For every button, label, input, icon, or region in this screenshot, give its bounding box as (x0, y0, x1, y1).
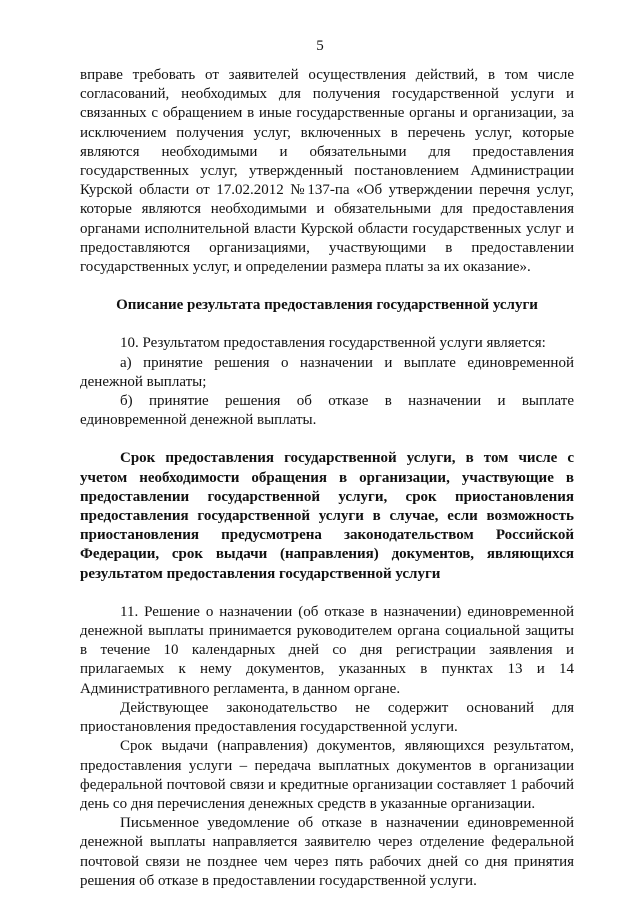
paragraph-item-10: 10. Результатом предоставления государственной услуги является: (120, 335, 546, 352)
paragraph-item-10a: а) принятие решения о назначении и выплате единовременной денежной выплаты; (80, 354, 574, 390)
paragraph-continuation: вправе требовать от заявителей осуществления действий, в том числе согласований, необходимых для получения государственной услуги и связанных с обращением в иные государственные органы и организации, за исключением получения услуг, включенных в перечень услуг, которые являются необходимыми и обязательными для предоставления государственных услуг, утвержденный постановлением Администрации Курской области от 17.02.2012 №137-па «Об утверждении перечня услуг, которые являются необходимыми и обязательными для предоставления органами исполнительной власти Курской области государственных услуг и предоставляются организациями, участвующими в предоставлении государственных услуг, и определении размера платы за их оказание». (80, 67, 574, 276)
section-heading-term: Срок предоставления государственной услуги, в том числе с учетом необходимости обращения в организации, участвующие в предоставлении государственной услуги, срок приостановления предоставления государственной услуги в случае, если возможность приостановления предусмотрена законодательством Российской Федерации, срок выдачи (направления) документов, являющихся результатом предоставления государственной услуги (80, 450, 574, 582)
paragraph-item-10b: б) принятие решения об отказе в назначении и выплате единовременной денежной выплаты. (80, 393, 574, 429)
paragraph-item-11: 11. Решение о назначении (об отказе в назначении) единовременной денежной выплаты принимается руководителем органа социальной защиты в течение 10 календарных дней со дня регистрации заявления и прилагаемых к нему документов, указанных в пунктах 13 и 14 Административного регламента, в данном органе. (80, 603, 574, 697)
paragraph-refusal-notice: Письменное уведомление об отказе в назначении единовременной денежной выплаты направляется заявителю через отделение федеральной почтовой связи не позднее чем через пять рабочих дней со дня принятия решения об отказе в предоставлении государственной услуги. (80, 815, 574, 889)
page-number: 5 (316, 38, 324, 54)
section-heading-result: Описание результата предоставления государственной услуги (116, 297, 538, 314)
document-body (80, 66, 574, 891)
paragraph-no-suspension: Действующее законодательство не содержит оснований для приостановления предоставления государственной услуги. (80, 699, 574, 736)
paragraph-issue-term: Срок выдачи (направления) документов, являющихся результатом, предоставления услуги – передача выплатных документов в организации федеральной почтовой связи и кредитные организации составляет 1 рабочий день со дня перечисления денежных средств в указанные организации. (80, 738, 574, 812)
